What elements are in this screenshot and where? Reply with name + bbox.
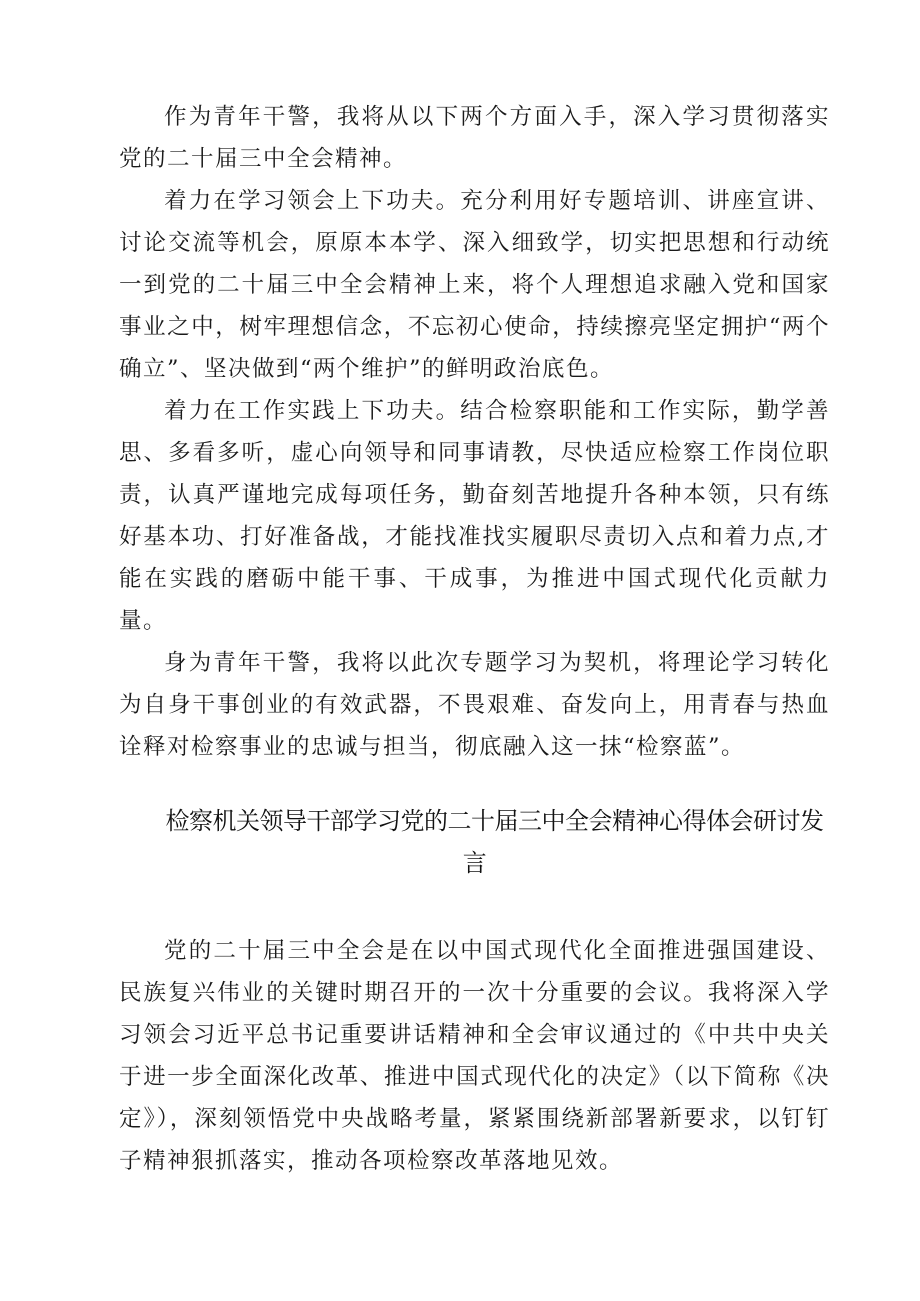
paragraph-conclusion: 身为青年干警，我将以此次专题学习为契机，将理论学习转化为自身干事创业的有效武器，不畏艰难、奋发向上，用青春与热血诠释对检察事业的忠诚与担当，彻底融入这一抹“检察蓝”。	[119, 650, 830, 760]
paragraph-practice: 着力在工作实践上下功夫。结合检察职能和工作实际，勤学善思、多看多听，虚心向领导和同事请教，尽快适应检察工作岗位职责，认真严谨地完成每项任务，勤奋刻苦地提升各种本领，只有练好基本功、打好准备战，才能找准找实履职尽责切入点和着力点,才能在实践的磨砺中能干事、干成事，为推进中国式现代化贡献力量。	[119, 398, 830, 634]
paragraph-study: 着力在学习领会上下功夫。充分利用好专题培训、讲座宣讲、讨论交流等机会，原原本本学、深入细致学，切实把思想和行动统一到党的二十届三中全会精神上来，将个人理想追求融入党和国家事业之中，树牢理想信念，不忘初心使命，持续擦亮坚定拥护“两个确立”、坚决做到“两个维护”的鲜明政治底色。	[119, 188, 830, 382]
section-1	[119, 96, 830, 768]
section-2	[119, 930, 830, 1182]
paragraph-intro: 作为青年干警，我将从以下两个方面入手，深入学习贯彻落实党的二十届三中全会精神。	[119, 104, 830, 172]
paragraph-section-2-opening: 党的二十届三中全会是在以中国式现代化全面推进强国建设、民族复兴伟业的关键时期召开的一次十分重要的会议。我将深入学习领会习近平总书记重要讲话精神和全会审议通过的《中共中央关于进一步全面深化改革、推进中国式现代化的决定》（以下简称《决定》），深刻领悟党中央战略考量，紧紧围绕新部署新要求，以钉钉子精神狠抓落实，推动各项检察改革落地见效。	[119, 938, 830, 1174]
section-2-title: 检察机关领导干部学习党的二十届三中全会精神心得体会研讨发言	[165, 807, 824, 877]
